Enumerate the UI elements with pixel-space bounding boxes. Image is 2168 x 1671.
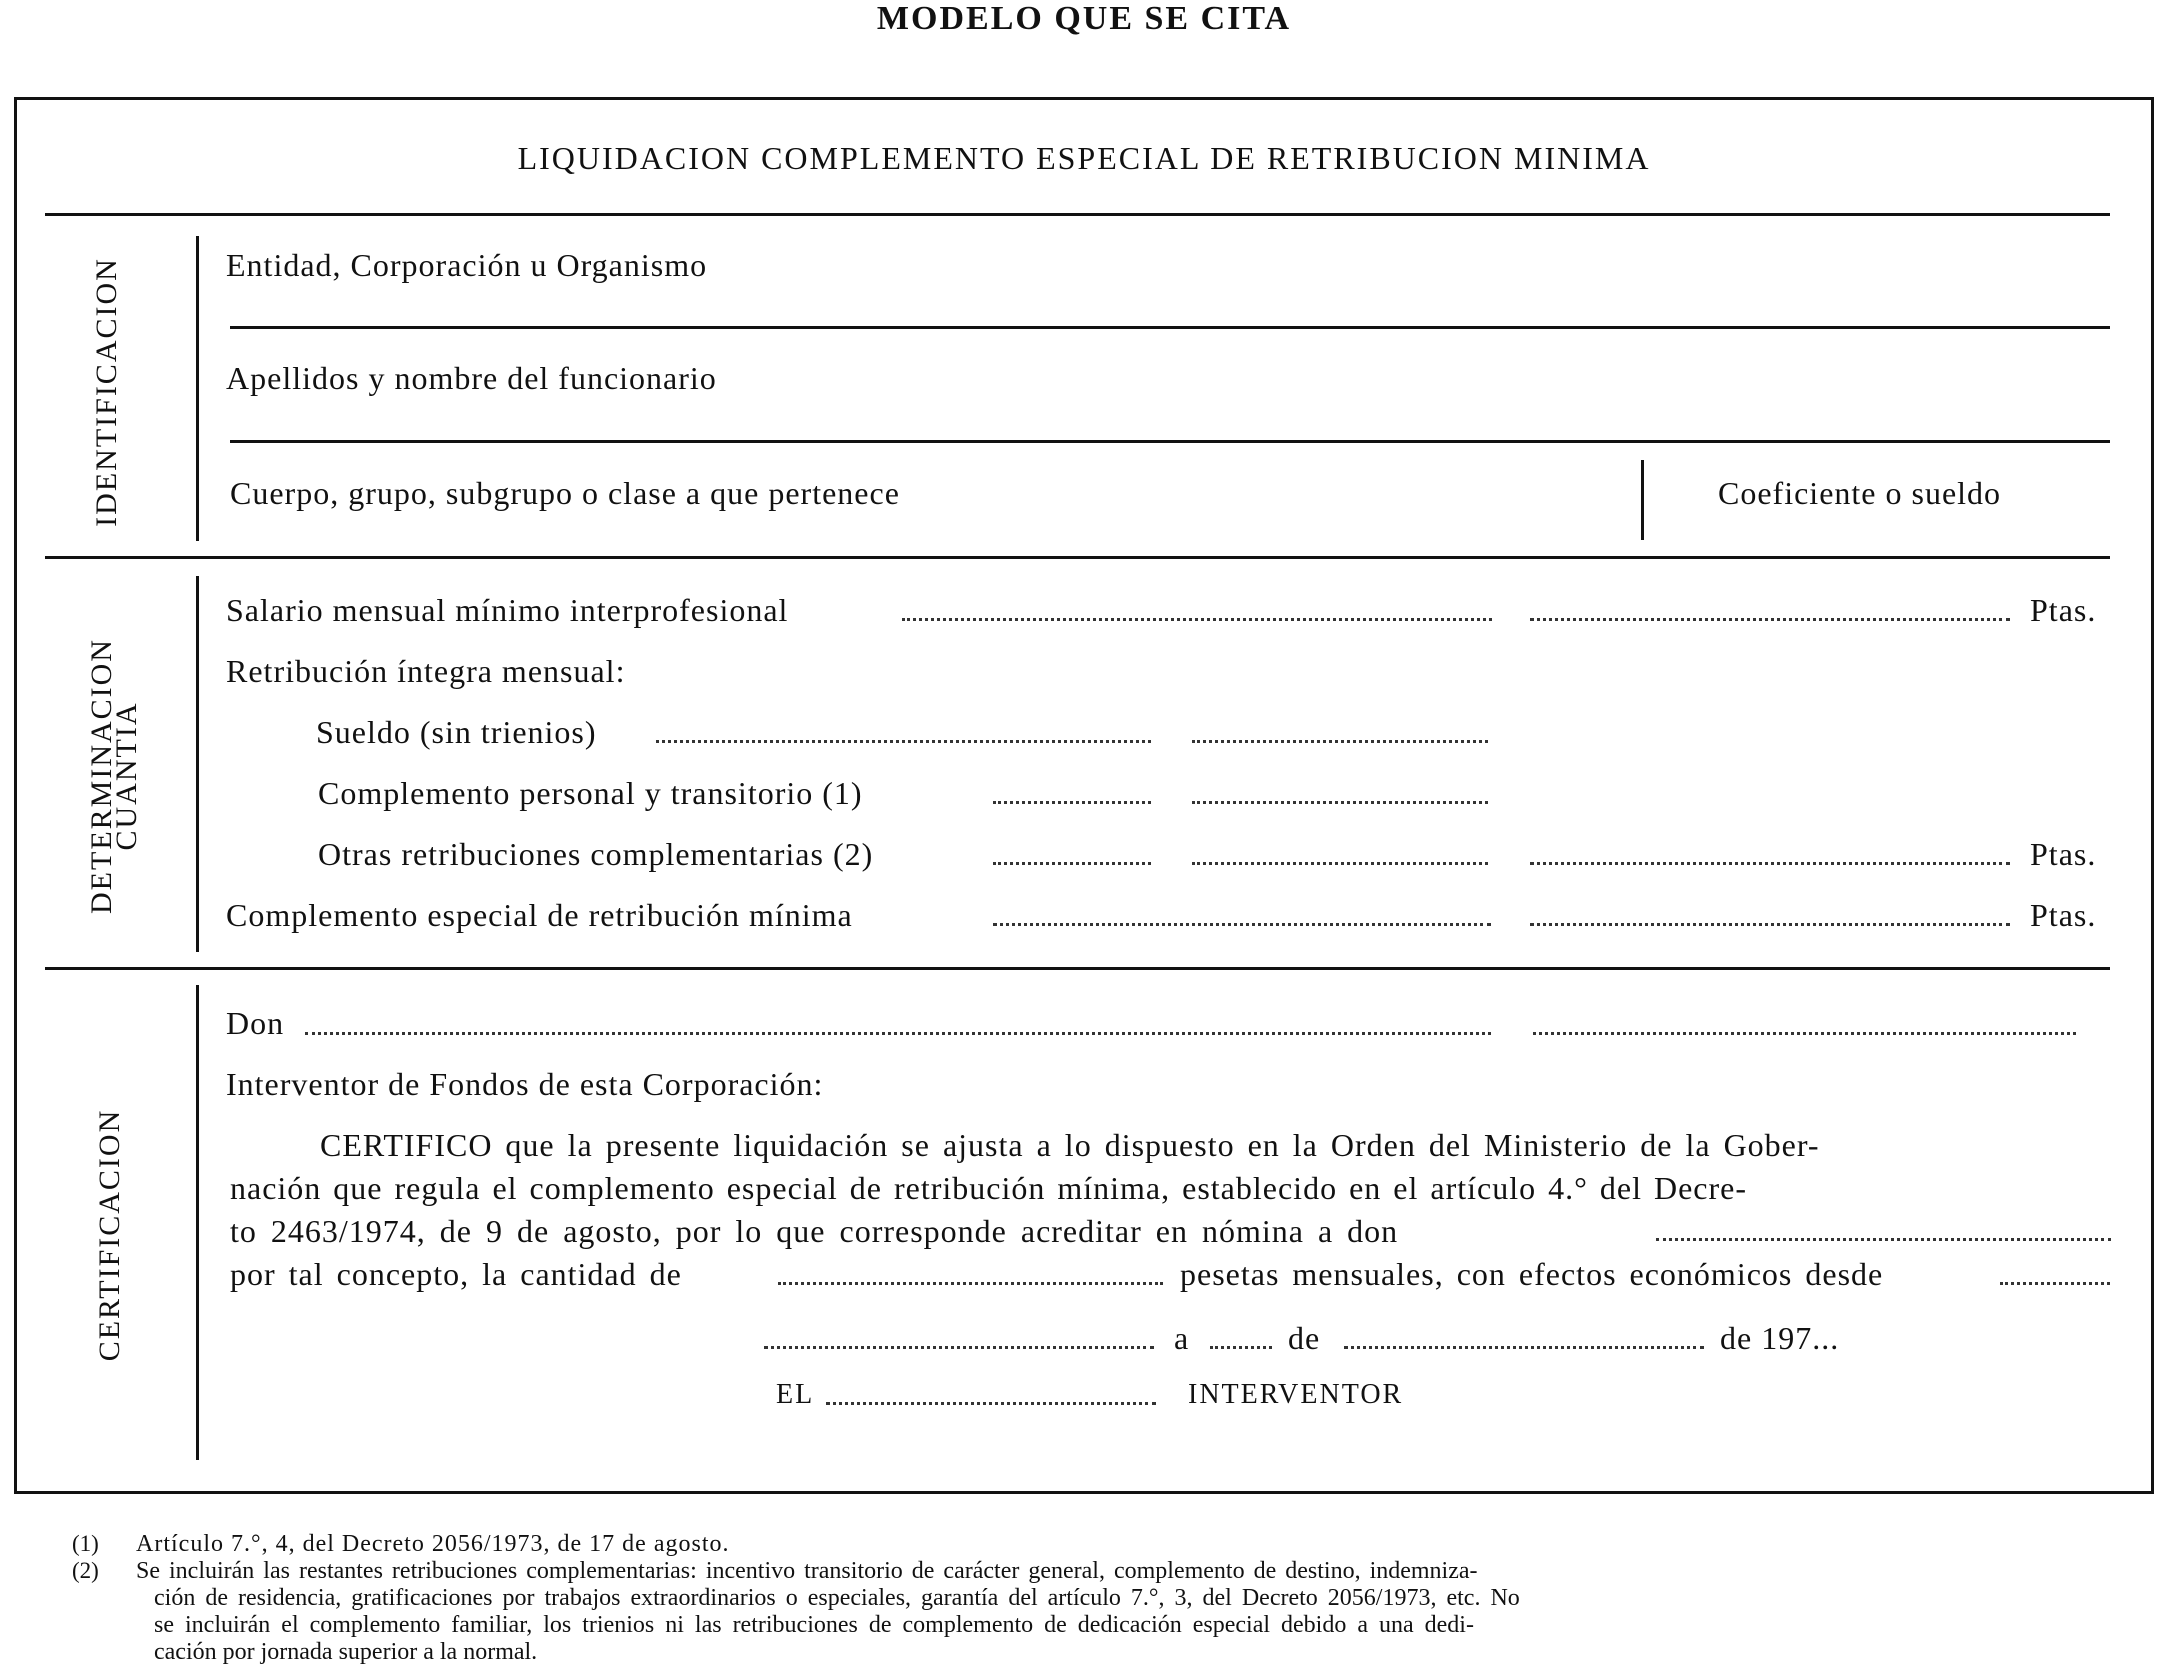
otras-total[interactable] <box>1530 862 2010 865</box>
date-month-field[interactable] <box>1344 1346 1704 1349</box>
date-de-2: de 197... <box>1720 1320 1840 1356</box>
salario-leader <box>902 618 1492 621</box>
complemento-especial-ptas: Ptas. <box>2030 897 2097 933</box>
certifico-line-1: CERTIFICO que la presente liquidación se ajusta a lo dispuesto en la Orden del Ministerio de la Gober- <box>320 1127 1820 1163</box>
footnote-2-number: (2) <box>72 1558 99 1583</box>
section-label-identificacion: IDENTIFICACION <box>90 257 123 527</box>
salario-ptas: Ptas. <box>2030 592 2097 628</box>
field-entidad-label: Entidad, Corporación u Organismo <box>226 247 708 283</box>
field-coeficiente-label: Coeficiente o sueldo <box>1718 475 2002 511</box>
footnote-2-line-4: cación por jornada superior a la normal. <box>154 1639 538 1665</box>
sueldo-leader <box>656 740 1151 743</box>
retribucion-label: Retribución íntegra mensual: <box>226 653 626 689</box>
cuerpo-divider <box>1641 460 1644 540</box>
certifico-line-4b: pesetas mensuales, con efectos económicos desde <box>1180 1256 1884 1292</box>
page-heading: MODELO QUE SE CITA <box>876 0 1292 37</box>
otras-label: Otras retribuciones complementarias (2) <box>318 836 874 872</box>
section-label-cuantia: CUANTIA <box>110 701 143 851</box>
complemento-personal-label: Complemento personal y transitorio (1) <box>318 775 863 811</box>
otras-amount[interactable] <box>1192 862 1488 865</box>
certifico-line-3: to 2463/1974, de 9 de agosto, por lo que corresponde acreditar en nómina a don <box>230 1213 1399 1249</box>
footnote-2-line-3: se incluirán el complemento familiar, los trienios ni las retribuciones de complemento de dedicación especial debido a una dedi- <box>154 1612 1474 1638</box>
section-label-determinacion: DETERMINACION <box>85 638 118 914</box>
field-cuerpo-label: Cuerpo, grupo, subgrupo o clase a que pertenece <box>230 475 900 511</box>
interventor-label: INTERVENTOR <box>1188 1379 1404 1410</box>
desde-field[interactable] <box>2000 1282 2110 1285</box>
sueldo-label: Sueldo (sin trienios) <box>316 714 597 750</box>
footnote-2-line-2: ción de residencia, gratificaciones por trabajos extraordinarios o especiales, garantía del artículo 7.°, 3, del Decreto 2056/1973, etc. No <box>154 1585 1520 1611</box>
el-label: EL <box>776 1379 815 1410</box>
certifico-don-field[interactable] <box>1656 1238 2111 1241</box>
otras-ptas: Ptas. <box>2030 836 2097 872</box>
field-entidad-line[interactable] <box>230 326 2110 329</box>
date-a: a <box>1174 1320 1190 1356</box>
don-field-2[interactable] <box>1533 1032 2076 1035</box>
date-de-1: de <box>1288 1320 1321 1356</box>
section-line-certificacion <box>196 985 199 1460</box>
salario-label: Salario mensual mínimo interprofesional <box>226 592 789 628</box>
divider-determinacion <box>45 967 2110 970</box>
divider-title <box>45 213 2110 216</box>
footnote-1-number: (1) <box>72 1531 99 1556</box>
don-label: Don <box>226 1005 285 1041</box>
section-line-determinacion <box>196 576 199 952</box>
don-field[interactable] <box>305 1032 1491 1035</box>
el-field[interactable] <box>826 1402 1156 1405</box>
form-title: LIQUIDACION COMPLEMENTO ESPECIAL DE RETRIBUCION MINIMA <box>517 140 1651 176</box>
salario-amount[interactable] <box>1530 618 2010 621</box>
certifico-line-4a: por tal concepto, la cantidad de <box>230 1256 682 1292</box>
otras-leader <box>993 862 1151 865</box>
complemento-especial-leader <box>993 923 1491 926</box>
complemento-especial-label: Complemento especial de retribución mínima <box>226 897 853 933</box>
footnote-1-text: Artículo 7.°, 4, del Decreto 2056/1973, de 17 de agosto. <box>136 1531 730 1557</box>
section-label-certificacion: CERTIFICACION <box>93 1108 126 1362</box>
complemento-personal-amount[interactable] <box>1192 801 1488 804</box>
cantidad-field[interactable] <box>778 1282 1163 1285</box>
interventor-fondos-label: Interventor de Fondos de esta Corporación: <box>226 1066 824 1102</box>
sueldo-amount[interactable] <box>1192 740 1488 743</box>
date-day-field[interactable] <box>1210 1346 1272 1349</box>
date-place-field[interactable] <box>764 1346 1154 1349</box>
complemento-especial-amount[interactable] <box>1530 923 2010 926</box>
footnote-2-line-1: Se incluirán las restantes retribuciones complementarias: incentivo transitorio de carácter general, complemento de destino, indemniza- <box>136 1558 1478 1584</box>
complemento-personal-leader <box>993 801 1151 804</box>
divider-identificacion <box>45 556 2110 559</box>
certifico-line-2: nación que regula el complemento especial de retribución mínima, establecido en el artículo 4.° del Decre- <box>230 1170 1748 1206</box>
field-apellidos-label: Apellidos y nombre del funcionario <box>226 360 717 396</box>
field-apellidos-line[interactable] <box>230 440 2110 443</box>
section-line-identificacion <box>196 236 199 541</box>
